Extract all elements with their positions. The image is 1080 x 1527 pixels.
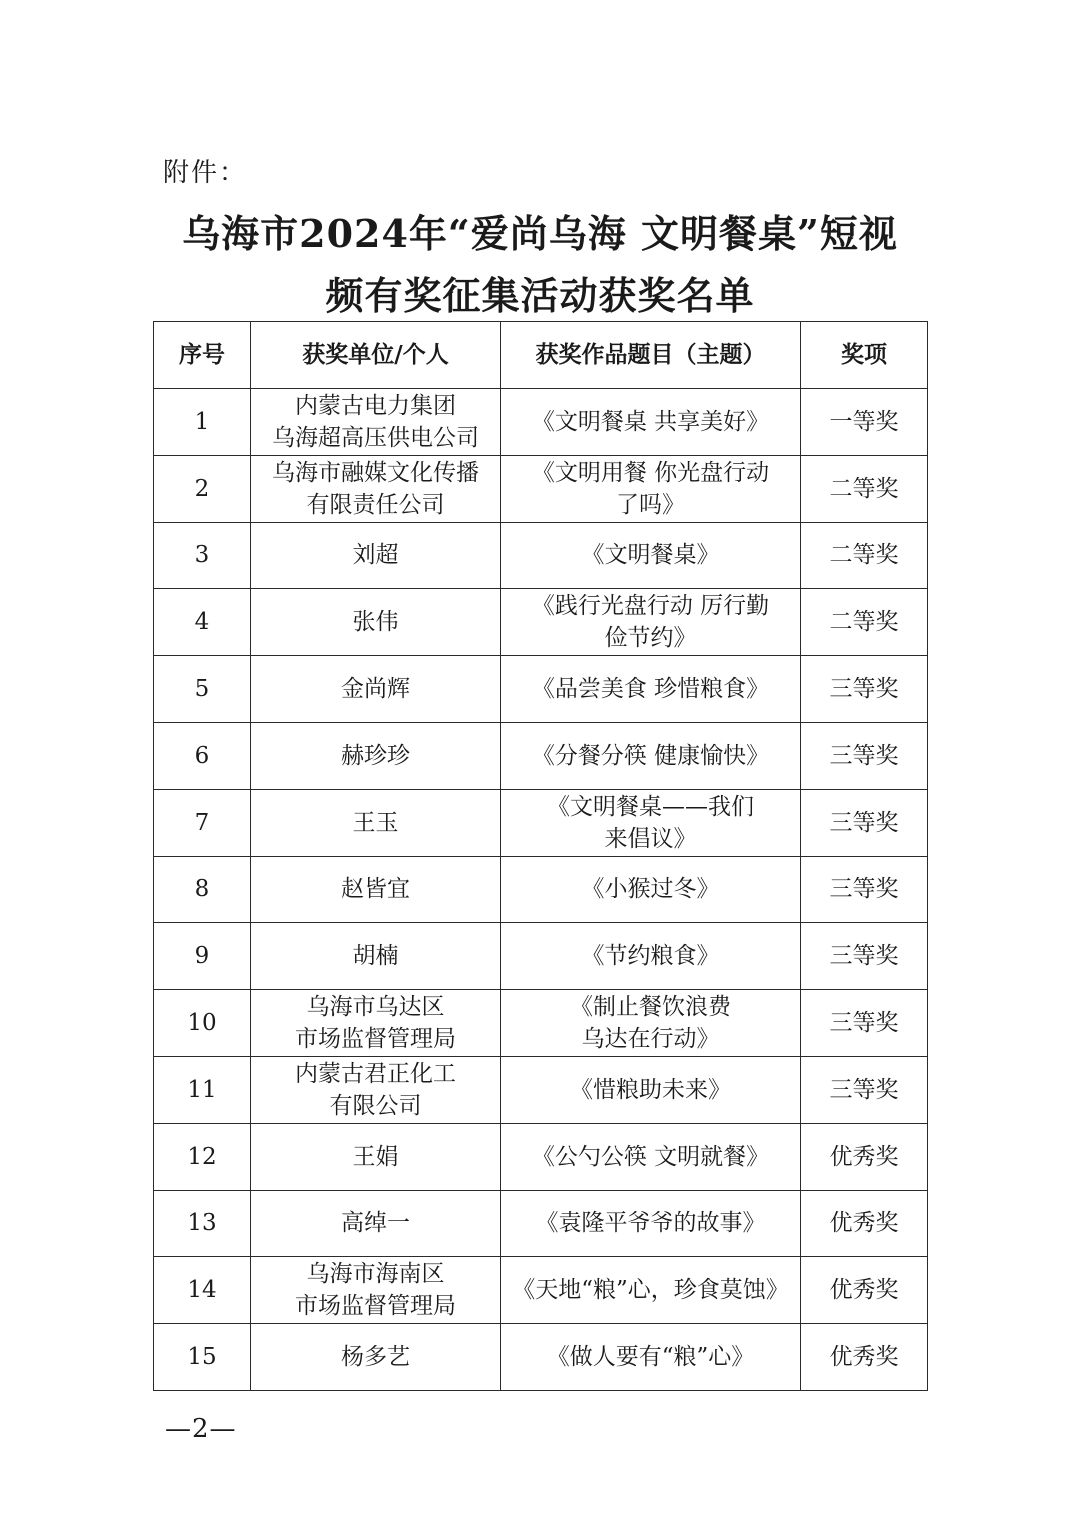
- header-award: 奖项: [801, 322, 928, 389]
- header-serial: 序号: [154, 322, 251, 389]
- table-row: [154, 856, 928, 923]
- work-title-cell: [501, 522, 801, 589]
- award-cell: 三等奖: [801, 1056, 928, 1123]
- work-title-cell: [501, 589, 801, 656]
- table-header-row: [154, 322, 928, 389]
- winner-line: 赵皆宜: [341, 876, 410, 903]
- winner-cell: [251, 789, 501, 856]
- award-cell: 三等奖: [801, 923, 928, 990]
- work-title-cell: [501, 856, 801, 923]
- work-title-cell: [501, 1257, 801, 1324]
- document-title: [150, 203, 930, 327]
- winner-cell: [251, 522, 501, 589]
- table-row: [154, 522, 928, 589]
- award-cell: 优秀奖: [801, 1123, 928, 1190]
- table-row: [154, 1123, 928, 1190]
- work-title-line: 《小猴过冬》: [581, 876, 720, 903]
- winner-line: 张伟: [352, 609, 399, 636]
- work-title-cell: [501, 990, 801, 1057]
- serial-cell: 10: [154, 990, 251, 1057]
- winner-line: 市场监督管理局: [295, 1026, 456, 1053]
- winner-line: 王玉: [352, 809, 399, 836]
- table-row: [154, 722, 928, 789]
- serial-cell: 1: [154, 389, 251, 456]
- work-title-line: 《袁隆平爷爷的故事》: [535, 1210, 766, 1237]
- table-row: [154, 1257, 928, 1324]
- table-row: [154, 789, 928, 856]
- award-cell: 二等奖: [801, 589, 928, 656]
- winner-cell: [251, 1324, 501, 1391]
- award-cell: 三等奖: [801, 656, 928, 723]
- winner-line: 刘超: [352, 542, 399, 569]
- table-row: [154, 923, 928, 990]
- award-cell: 二等奖: [801, 522, 928, 589]
- winner-line: 杨多艺: [341, 1344, 410, 1371]
- winner-line: 赫珍珍: [341, 742, 410, 769]
- award-cell: 三等奖: [801, 789, 928, 856]
- winner-line: 市场监督管理局: [295, 1293, 456, 1320]
- serial-cell: 12: [154, 1123, 251, 1190]
- winner-line: 内蒙古君正化工: [295, 1060, 456, 1087]
- winner-line: 乌海市海南区: [306, 1261, 445, 1288]
- winner-line: 胡楠: [352, 943, 399, 970]
- serial-cell: 14: [154, 1257, 251, 1324]
- header-work-title: 获奖作品题目（主题）: [501, 322, 801, 389]
- work-title-line: 《践行光盘行动 厉行勤: [531, 593, 770, 620]
- winner-line: 乌海市融媒文化传播: [272, 459, 479, 486]
- winner-line: 乌海市乌达区: [306, 994, 445, 1021]
- work-title-line: 来倡议》: [604, 825, 697, 852]
- work-title-line: 《文明餐桌》: [581, 542, 720, 569]
- work-title-cell: [501, 389, 801, 456]
- table-row: [154, 990, 928, 1057]
- winner-line: 王娟: [352, 1143, 399, 1170]
- work-title-cell: [501, 1324, 801, 1391]
- work-title-line: 《天地“粮”心，珍食莫蚀》: [512, 1277, 789, 1304]
- work-title-line: 《品尝美食 珍惜粮食》: [531, 676, 770, 703]
- award-cell: 三等奖: [801, 990, 928, 1057]
- winner-cell: [251, 1123, 501, 1190]
- awards-table: [153, 321, 928, 1391]
- award-cell: 二等奖: [801, 455, 928, 522]
- winner-line: 有限责任公司: [306, 491, 445, 518]
- work-title-cell: [501, 1056, 801, 1123]
- winner-cell: [251, 1257, 501, 1324]
- serial-cell: 3: [154, 522, 251, 589]
- winner-cell: [251, 1190, 501, 1257]
- work-title-cell: [501, 455, 801, 522]
- work-title-line: 《节约粮食》: [581, 943, 720, 970]
- serial-cell: 15: [154, 1324, 251, 1391]
- serial-cell: 9: [154, 923, 251, 990]
- work-title-cell: [501, 789, 801, 856]
- table-row: [154, 1324, 928, 1391]
- table-row: [154, 1190, 928, 1257]
- serial-cell: 13: [154, 1190, 251, 1257]
- serial-cell: 8: [154, 856, 251, 923]
- work-title-cell: [501, 923, 801, 990]
- header-winner: 获奖单位/个人: [251, 322, 501, 389]
- work-title-line: 了吗》: [616, 491, 685, 518]
- winner-cell: [251, 389, 501, 456]
- work-title-line: 《做人要有“粮”心》: [546, 1344, 755, 1371]
- serial-cell: 11: [154, 1056, 251, 1123]
- award-cell: 优秀奖: [801, 1257, 928, 1324]
- work-title-line: 《文明用餐 你光盘行动: [531, 459, 770, 486]
- title-line-1: 乌海市2024年“爱尚乌海 文明餐桌”短视: [182, 211, 898, 256]
- serial-cell: 2: [154, 455, 251, 522]
- table-row: [154, 589, 928, 656]
- award-cell: 三等奖: [801, 722, 928, 789]
- winner-line: 内蒙古电力集团: [295, 392, 456, 419]
- work-title-cell: [501, 656, 801, 723]
- winner-cell: [251, 856, 501, 923]
- serial-cell: 4: [154, 589, 251, 656]
- winner-cell: [251, 589, 501, 656]
- table-row: [154, 455, 928, 522]
- page-number: —2—: [165, 1414, 237, 1444]
- winner-line: 金尚辉: [341, 676, 410, 703]
- work-title-cell: [501, 1190, 801, 1257]
- work-title-line: 《文明餐桌——我们: [547, 793, 754, 820]
- winner-line: 乌海超高压供电公司: [272, 424, 479, 451]
- serial-cell: 7: [154, 789, 251, 856]
- table-row: [154, 656, 928, 723]
- title-line-2: 频有奖征集活动获奖名单: [325, 273, 755, 318]
- serial-cell: 5: [154, 656, 251, 723]
- award-cell: 一等奖: [801, 389, 928, 456]
- winner-line: 有限公司: [329, 1092, 422, 1119]
- awards-table-body: [154, 389, 928, 1391]
- winner-cell: [251, 923, 501, 990]
- table-row: [154, 389, 928, 456]
- winner-cell: [251, 722, 501, 789]
- work-title-line: 《公勺公筷 文明就餐》: [531, 1143, 770, 1170]
- work-title-line: 《文明餐桌 共享美好》: [531, 408, 770, 435]
- award-cell: 优秀奖: [801, 1324, 928, 1391]
- award-cell: 三等奖: [801, 856, 928, 923]
- work-title-line: 乌达在行动》: [581, 1026, 720, 1053]
- work-title-line: 俭节约》: [604, 625, 697, 652]
- winner-cell: [251, 455, 501, 522]
- work-title-line: 《制止餐饮浪费: [570, 994, 731, 1021]
- work-title-line: 《分餐分筷 健康愉快》: [531, 742, 770, 769]
- work-title-cell: [501, 722, 801, 789]
- winner-cell: [251, 990, 501, 1057]
- winner-cell: [251, 1056, 501, 1123]
- table-row: [154, 1056, 928, 1123]
- serial-cell: 6: [154, 722, 251, 789]
- work-title-line: 《惜粮助未来》: [570, 1076, 731, 1103]
- award-cell: 优秀奖: [801, 1190, 928, 1257]
- winner-cell: [251, 656, 501, 723]
- attachment-label: 附件：: [163, 158, 248, 188]
- work-title-cell: [501, 1123, 801, 1190]
- winner-line: 高绰一: [341, 1210, 410, 1237]
